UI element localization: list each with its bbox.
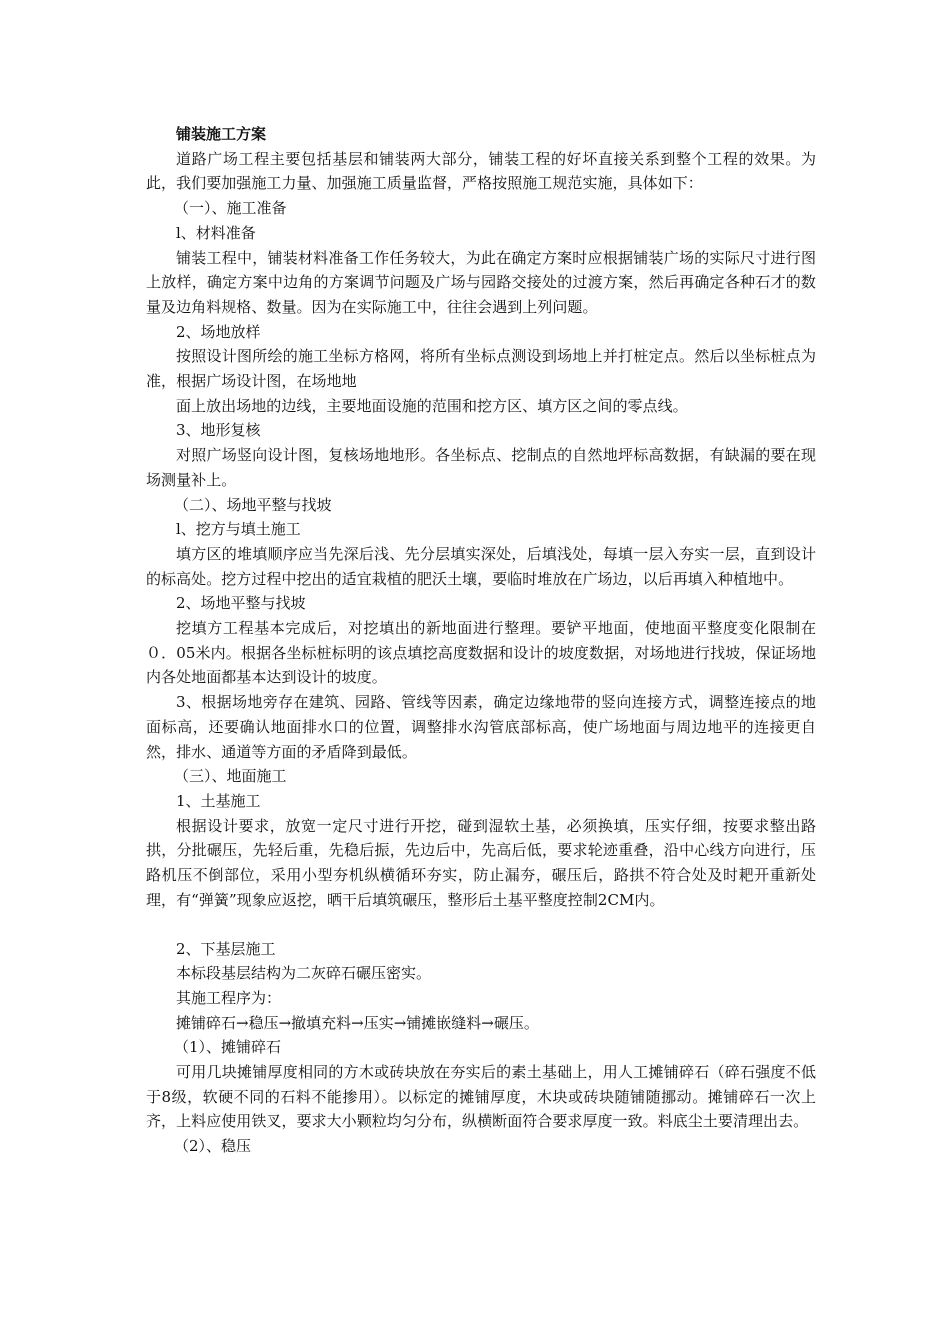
- section-3-1-paragraph: 根据设计要求，放宽一定尺寸进行开挖，碰到湿软土基，必须换填，压实仔细，按要求整出路拱，分批碾压，先轻后重，先稳后振，先边后中，先高后低，要求轮迹重叠，沿中心线方向进行，压路机压不倒部位，采用小型夯机纵横循环夯实，防止漏夯，碾压后，路拱不符合处及时耙开重新处理，有“弹簧”现象应返挖，晒干后填筑碾压，整形后土基平整度控制2CM内。: [146, 816, 816, 909]
- section-3-2-1-paragraph: 可用几块摊铺厚度相同的方木或砖块放在夯实后的素土基础上，用人工摊铺碎石（碎石强度不低于8级，软硬不同的石料不能掺用）。以标定的摊铺厚度，木块或砖块随铺随挪动。摊铺碎石一次上齐，上料应使用铁叉，要求大小颗粒均匀分布，纵横断面符合要求厚度一致。料底尘土要清理出去。: [146, 1063, 816, 1131]
- section-1-1-paragraph: 铺装工程中，铺装材料准备工作任务较大，为此在确定方案时应根据铺装广场的实际尺寸进行图上放样，确定方案中边角的方案调节问题及广场与园路交接处的过渡方案，然后再确定各种石才的数量及边角料规格、数量。因为在实际施工中，往往会遇到上列问题。: [146, 248, 816, 316]
- section-2-2-paragraph: 挖填方工程基本完成后，对挖填出的新地面进行整理。要铲平地面，使地面平整度变化限制在０．05米内。根据各坐标桩标明的该点填挖高度数据和设计的坡度数据，对场地进行找坡，保证场地内各处地面都基本达到设计的坡度。: [146, 619, 816, 687]
- section-1-3-heading: 3、地形复核: [176, 421, 261, 440]
- intro-paragraph: 道路广场工程主要包括基层和铺装两大部分，铺装工程的好坏直接关系到整个工程的效果。为此，我们要加强施工力量、加强施工质量监督，严格按照施工规范实施，具体如下：: [146, 149, 816, 193]
- section-3-2-1-heading: （1）、摊铺碎石: [174, 1038, 282, 1057]
- section-1-2-heading: 2、场地放样: [176, 322, 261, 341]
- section-3-2-paragraph-c: 摊铺碎石→稳压→撤填充料→压实→铺摊嵌缝料→碾压。: [176, 1013, 539, 1032]
- document-page: [146, 122, 816, 1159]
- section-3-1-heading: 1、土基施工: [176, 791, 261, 810]
- section-3-2-2-heading: （2）、稳压: [174, 1137, 252, 1156]
- section-1-heading: （一）、施工准备: [174, 199, 287, 218]
- section-3-heading: （三）、地面施工: [174, 767, 287, 786]
- section-2-1-heading: l、挖方与填土施工: [176, 520, 301, 539]
- section-2-1-paragraph: 填方区的堆填顺序应当先深后浅、先分层填实深处，后填浅处，每填一层入夯实一层，直到设计的标高处。挖方过程中挖出的适宜栽植的肥沃土壤，要临时堆放在广场边，以后再填入种植地中。: [146, 544, 816, 588]
- section-3-2-paragraph-b: 其施工程序为：: [176, 988, 282, 1007]
- section-1-2-paragraph-b: 面上放出场地的边线，主要地面设施的范围和挖方区、填方区之间的零点线。: [176, 396, 688, 415]
- section-1-3-paragraph: 对照广场竖向设计图，复核场地地形。各坐标点、挖制点的自然地坪标高数据，有缺漏的要在现场测量补上。: [146, 446, 816, 489]
- section-2-2-heading: 2、场地平整与找坡: [176, 594, 306, 613]
- document-title: 铺装施工方案: [176, 125, 267, 143]
- section-2-heading: （二）、场地平整与找坡: [174, 495, 332, 514]
- section-1-2-paragraph-a: 按照设计图所绘的施工坐标方格网，将所有坐标点测设到场地上并打桩定点。然后以坐标桩点为准，根据广场设计图，在场地地: [146, 347, 816, 391]
- paragraph-gap: [146, 913, 816, 937]
- section-3-2-heading: 2、下基层施工: [176, 939, 276, 958]
- section-2-3-paragraph: 3、根据场地旁存在建筑、园路、管线等因素，确定边缘地带的竖向连接方式，调整连接点的地面标高，还要确认地面排水口的位置，调整排水沟管底部标高，使广场地面与周边地平的连接更自然，排水、通道等方面的矛盾降到最低。: [146, 693, 816, 761]
- section-1-1-heading: l、材料准备: [176, 223, 256, 242]
- section-3-2-paragraph-a: 本标段基层结构为二灰碎石碾压密实。: [176, 964, 432, 983]
